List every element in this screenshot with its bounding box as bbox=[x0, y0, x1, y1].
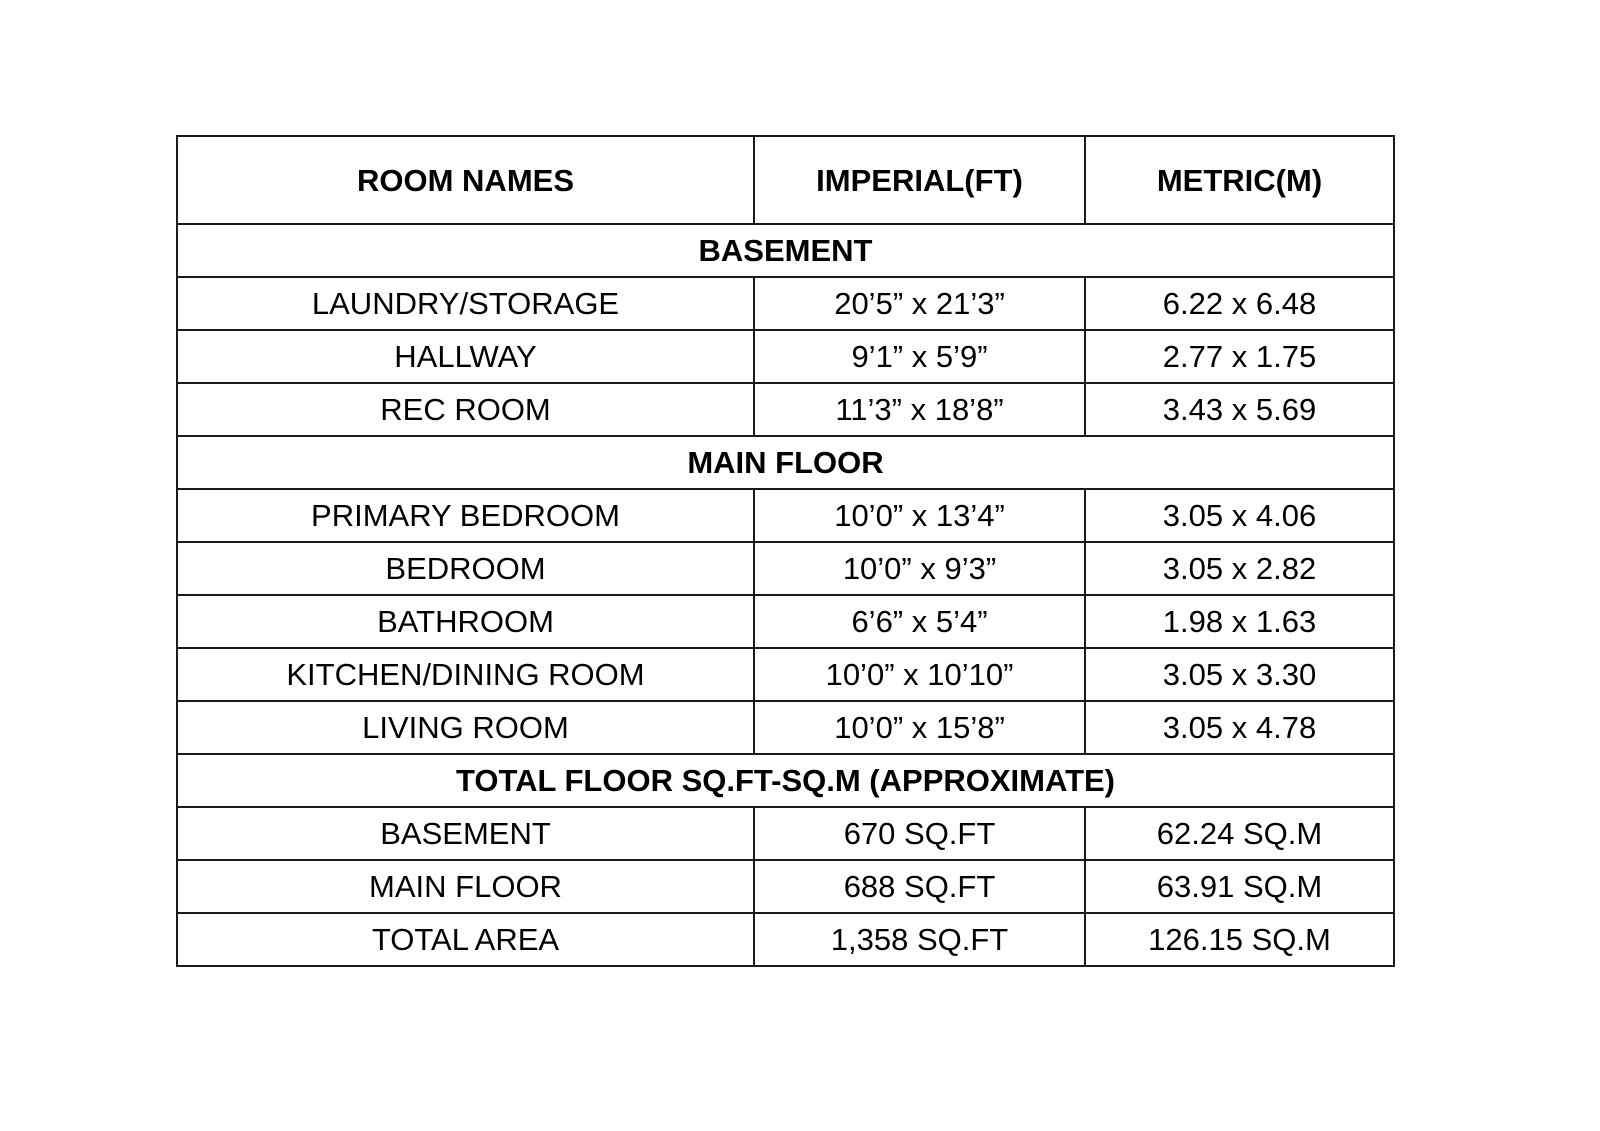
room-name-cell: LIVING ROOM bbox=[177, 701, 754, 754]
metric-cell: 3.05 x 4.06 bbox=[1085, 489, 1394, 542]
imperial-cell: 1,358 SQ.FT bbox=[754, 913, 1085, 966]
table-row bbox=[177, 542, 1394, 595]
imperial-cell: 670 SQ.FT bbox=[754, 807, 1085, 860]
room-name-cell: HALLWAY bbox=[177, 330, 754, 383]
section-row bbox=[177, 754, 1394, 807]
room-name-cell: BATHROOM bbox=[177, 595, 754, 648]
table-row bbox=[177, 913, 1394, 966]
room-name-cell: PRIMARY BEDROOM bbox=[177, 489, 754, 542]
table-row bbox=[177, 595, 1394, 648]
room-name-cell: BEDROOM bbox=[177, 542, 754, 595]
table-row bbox=[177, 330, 1394, 383]
header-imperial: IMPERIAL(FT) bbox=[754, 136, 1085, 224]
imperial-cell: 10’0” x 9’3” bbox=[754, 542, 1085, 595]
table-row bbox=[177, 277, 1394, 330]
section-title: MAIN FLOOR bbox=[177, 436, 1394, 489]
room-name-cell: MAIN FLOOR bbox=[177, 860, 754, 913]
room-name-cell: BASEMENT bbox=[177, 807, 754, 860]
imperial-cell: 10’0” x 10’10” bbox=[754, 648, 1085, 701]
imperial-cell: 688 SQ.FT bbox=[754, 860, 1085, 913]
header-row bbox=[177, 136, 1394, 224]
metric-cell: 3.05 x 3.30 bbox=[1085, 648, 1394, 701]
table-row bbox=[177, 860, 1394, 913]
metric-cell: 2.77 x 1.75 bbox=[1085, 330, 1394, 383]
room-name-cell: KITCHEN/DINING ROOM bbox=[177, 648, 754, 701]
metric-cell: 3.43 x 5.69 bbox=[1085, 383, 1394, 436]
metric-cell: 3.05 x 4.78 bbox=[1085, 701, 1394, 754]
imperial-cell: 11’3” x 18’8” bbox=[754, 383, 1085, 436]
imperial-cell: 6’6” x 5’4” bbox=[754, 595, 1085, 648]
room-name-cell: REC ROOM bbox=[177, 383, 754, 436]
table-row bbox=[177, 807, 1394, 860]
room-name-cell: TOTAL AREA bbox=[177, 913, 754, 966]
metric-cell: 62.24 SQ.M bbox=[1085, 807, 1394, 860]
metric-cell: 63.91 SQ.M bbox=[1085, 860, 1394, 913]
imperial-cell: 20’5” x 21’3” bbox=[754, 277, 1085, 330]
imperial-cell: 10’0” x 15’8” bbox=[754, 701, 1085, 754]
section-title: TOTAL FLOOR SQ.FT-SQ.M (APPROXIMATE) bbox=[177, 754, 1394, 807]
metric-cell: 126.15 SQ.M bbox=[1085, 913, 1394, 966]
metric-cell: 3.05 x 2.82 bbox=[1085, 542, 1394, 595]
imperial-cell: 9’1” x 5’9” bbox=[754, 330, 1085, 383]
table-row bbox=[177, 701, 1394, 754]
table-body bbox=[177, 136, 1394, 966]
header-metric: METRIC(M) bbox=[1085, 136, 1394, 224]
table-row bbox=[177, 383, 1394, 436]
room-dimensions-table bbox=[176, 135, 1395, 967]
section-row bbox=[177, 224, 1394, 277]
header-room-names: ROOM NAMES bbox=[177, 136, 754, 224]
room-name-cell: LAUNDRY/STORAGE bbox=[177, 277, 754, 330]
metric-cell: 1.98 x 1.63 bbox=[1085, 595, 1394, 648]
table-row bbox=[177, 648, 1394, 701]
metric-cell: 6.22 x 6.48 bbox=[1085, 277, 1394, 330]
imperial-cell: 10’0” x 13’4” bbox=[754, 489, 1085, 542]
section-title: BASEMENT bbox=[177, 224, 1394, 277]
section-row bbox=[177, 436, 1394, 489]
table-row bbox=[177, 489, 1394, 542]
